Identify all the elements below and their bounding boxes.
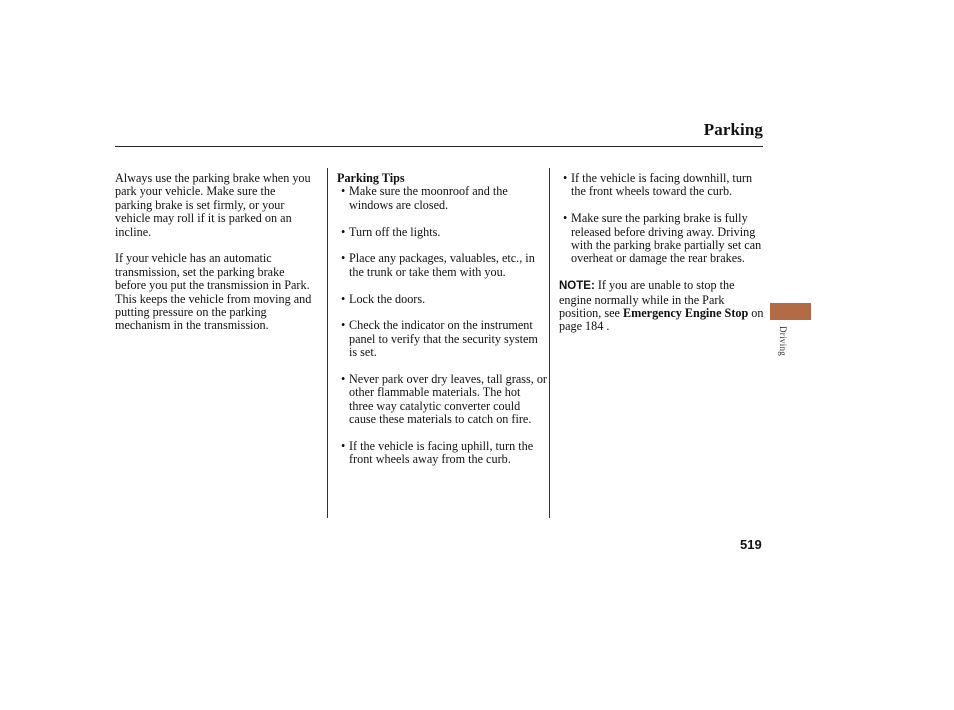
- tips-list-continued: [559, 172, 764, 266]
- bullet-icon: •: [341, 372, 346, 387]
- list-item: [337, 185, 547, 212]
- column-intro: [115, 172, 315, 333]
- note-label: NOTE:: [559, 280, 595, 293]
- section-label: Driving: [778, 326, 788, 357]
- section-tab: [770, 303, 811, 320]
- list-item-text: Make sure the moonroof and the windows are closed.: [349, 184, 508, 212]
- paragraph: Always use the parking brake when you park your vehicle. Make sure the parking brake is set firmly, or your vehicle may roll if it is parked on an incline.: [115, 171, 311, 239]
- column-divider: [327, 168, 328, 518]
- list-item: [559, 172, 764, 199]
- bullet-icon: •: [341, 439, 346, 454]
- list-item-text: If the vehicle is facing uphill, turn the front wheels away from the curb.: [349, 439, 534, 467]
- list-item-text: Lock the doors.: [349, 291, 426, 306]
- list-item-text: If the vehicle is facing downhill, turn the front wheels toward the curb.: [571, 171, 753, 199]
- bullet-icon: •: [341, 184, 346, 199]
- paragraph: If your vehicle has an automatic transmission, set the parking brake before you put the transmission in Park. This keeps the vehicle from moving and putting pressure on the parking mechanism in the transmission.: [115, 251, 312, 333]
- list-item: [559, 212, 764, 266]
- list-item: [337, 293, 547, 306]
- column-parking-tips: [337, 172, 547, 480]
- bullet-icon: •: [563, 171, 568, 185]
- bullet-icon: •: [563, 211, 568, 226]
- bullet-icon: •: [341, 224, 346, 239]
- list-item-text: Make sure the parking brake is fully released before driving away. Driving with the parking brake partially set can overheat or damage the rear brakes.: [571, 211, 762, 266]
- title-rule: [115, 146, 763, 147]
- column-more-tips: [559, 172, 764, 334]
- list-item: [337, 440, 547, 467]
- list-item: [337, 252, 547, 279]
- list-item: [337, 319, 547, 359]
- list-item-text: Turn off the lights.: [349, 224, 441, 239]
- list-item: [337, 373, 547, 427]
- note-suffix: on page 184 .: [559, 306, 764, 334]
- note-text: If you are unable to stop the engine normally while in the Park position, see: [559, 278, 735, 321]
- page-number: 519: [740, 537, 762, 552]
- list-item-text: Place any packages, valuables, etc., in the trunk or take them with you.: [349, 251, 535, 279]
- section-heading: Parking Tips: [337, 171, 405, 185]
- bullet-icon: •: [341, 318, 346, 333]
- bullet-icon: •: [341, 291, 346, 306]
- cross-reference-link[interactable]: Emergency Engine Stop: [622, 306, 749, 321]
- tips-list: [337, 185, 547, 466]
- note: [559, 279, 764, 334]
- list-item-text: Never park over dry leaves, tall grass, or other flammable materials. The hot three way catalytic converter could cause these materials to catch on fire.: [349, 372, 547, 427]
- list-item-text: Check the indicator on the instrument panel to verify that the security system is set.: [349, 318, 538, 360]
- list-item: [337, 226, 547, 239]
- page-title: Parking: [703, 120, 763, 139]
- column-divider: [549, 168, 550, 518]
- bullet-icon: •: [341, 251, 346, 266]
